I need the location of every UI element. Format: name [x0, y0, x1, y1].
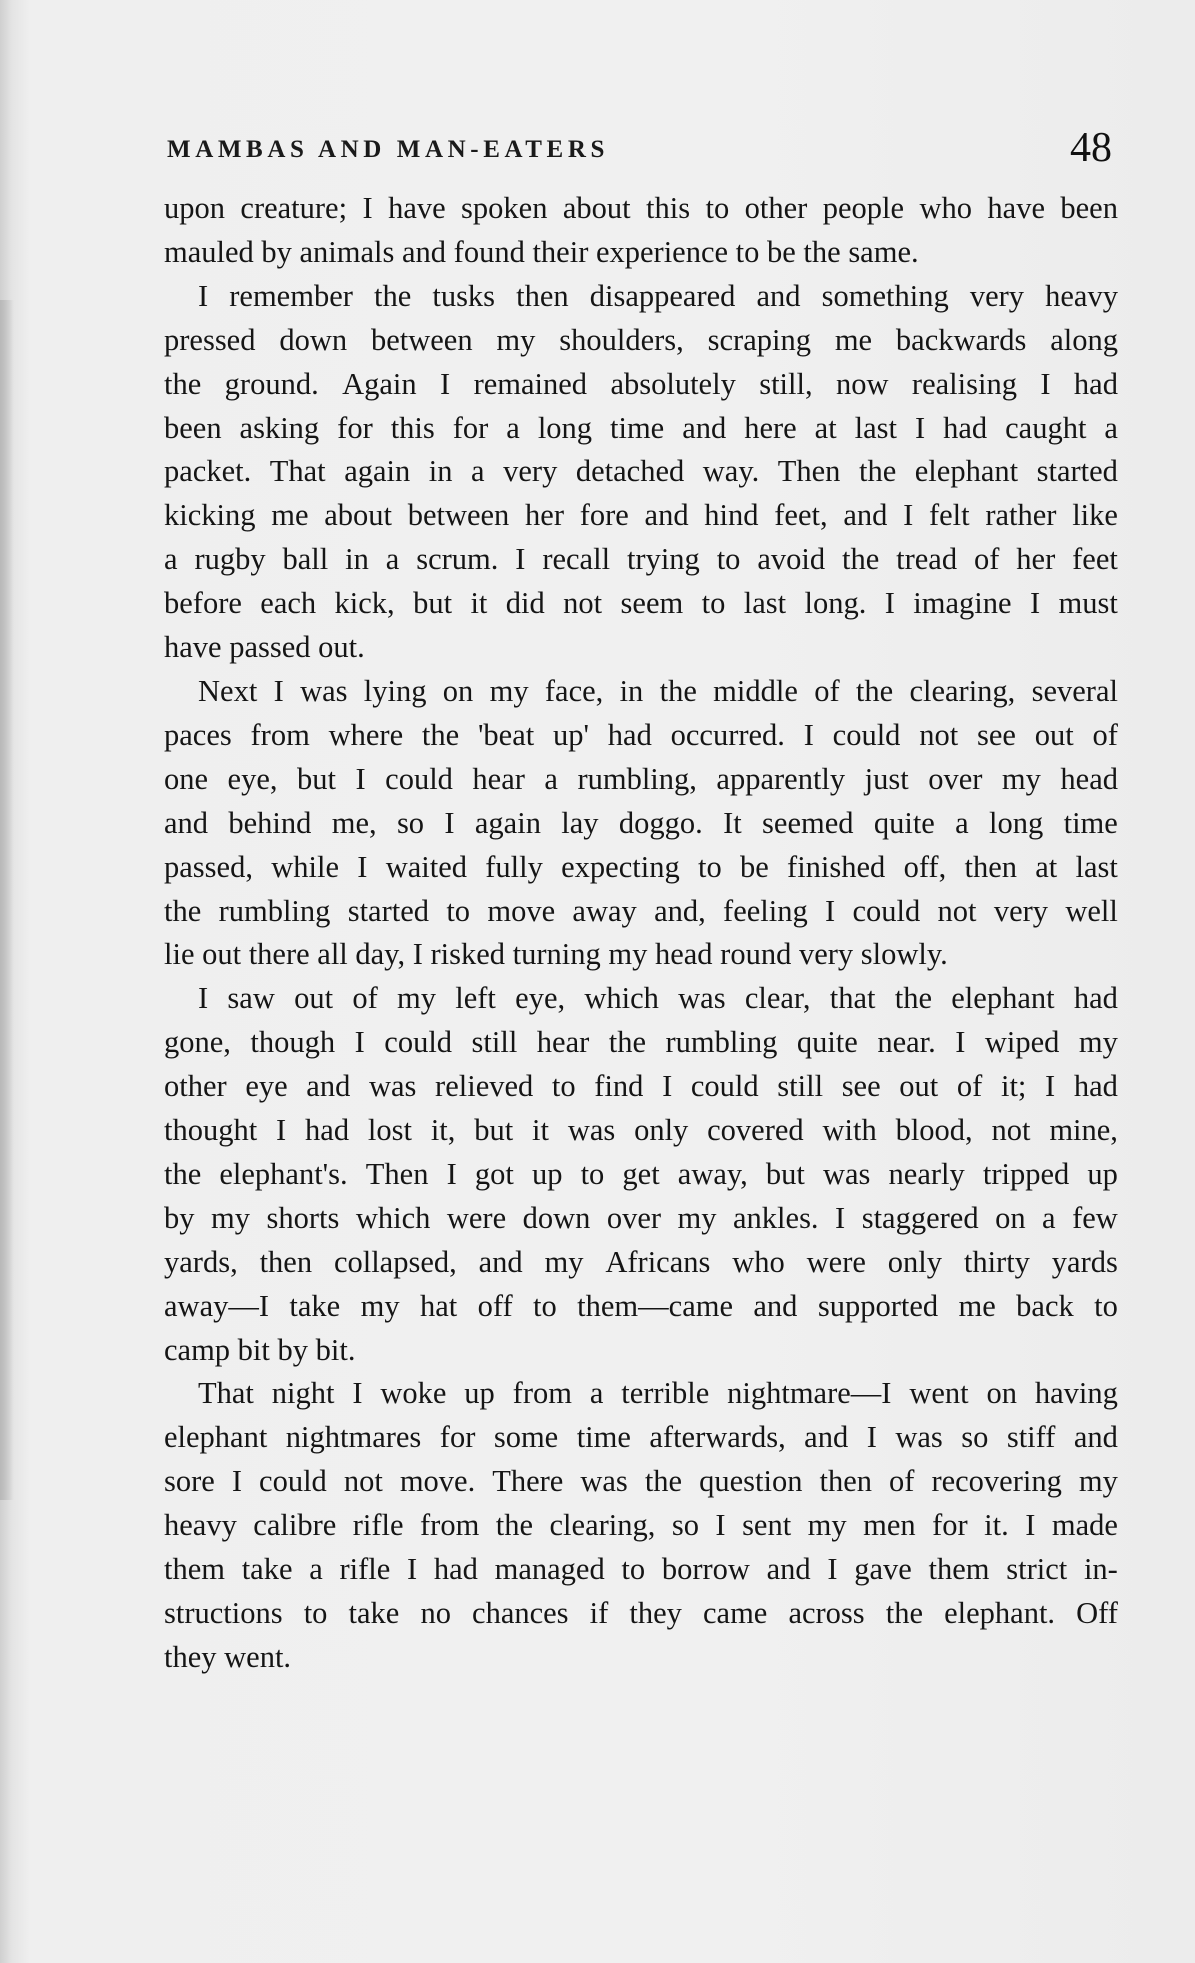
text-line: yards, then collapsed, and my Africans who were only thirty yards	[164, 1244, 1118, 1279]
text-line: them take a rifle I had managed to borrow and I gave them strict in-	[164, 1552, 1118, 1587]
text-line: gone, though I could still hear the rumbling quite near. I wiped my	[164, 1025, 1118, 1060]
text-line: lie out there all day, I risked turning my head round very slowly.	[164, 937, 948, 972]
text-line: I remember the tusks then disappeared and something very heavy	[198, 278, 1118, 313]
text-line: heavy calibre rifle from the clearing, so I sent my men for it. I made	[164, 1508, 1118, 1543]
body-text	[164, 187, 1118, 1680]
text-line: been asking for this for a long time and here at last I had caught a	[164, 410, 1118, 445]
paragraph	[164, 977, 1118, 1372]
text-line: Next I was lying on my face, in the middle of the clearing, several	[198, 673, 1118, 708]
text-line: one eye, but I could hear a rumbling, apparently just over my head	[164, 761, 1118, 796]
text-line: I saw out of my left eye, which was clear, that the elephant had	[198, 981, 1118, 1016]
text-line: have passed out.	[164, 630, 365, 665]
text-line: and behind me, so I again lay doggo. It seemed quite a long time	[164, 805, 1118, 840]
text-line: the rumbling started to move away and, feeling I could not very well	[164, 893, 1118, 928]
text-line: they went.	[164, 1639, 292, 1674]
text-line: That night I woke up from a terrible nightmare—I went on having	[198, 1376, 1118, 1411]
paragraph	[164, 1372, 1118, 1679]
text-line: before each kick, but it did not seem to last long. I imagine I must	[164, 586, 1118, 621]
text-line: a rugby ball in a scrum. I recall trying to avoid the tread of her feet	[164, 542, 1118, 577]
text-line: the elephant's. Then I got up to get away, but was nearly tripped up	[164, 1156, 1118, 1191]
text-line: other eye and was relieved to find I could still see out of it; I had	[164, 1069, 1118, 1104]
text-line: the ground. Again I remained absolutely still, now realising I had	[164, 366, 1118, 401]
paragraph	[164, 187, 1118, 275]
text-line: mauled by animals and found their experience to be the same.	[164, 234, 919, 269]
text-line: away—I take my hat off to them—came and supported me back to	[164, 1288, 1118, 1323]
text-line: by my shorts which were down over my ankles. I staggered on a few	[164, 1200, 1118, 1235]
text-line: elephant nightmares for some time afterwards, and I was so stiff and	[164, 1420, 1118, 1455]
paragraph	[164, 275, 1118, 670]
text-line: upon creature; I have spoken about this to other people who have been	[164, 191, 1118, 225]
text-line: camp bit by bit.	[164, 1332, 356, 1367]
binding-shadow	[0, 300, 14, 1500]
text-line: pressed down between my shoulders, scraping me backwards along	[164, 322, 1118, 357]
running-head	[167, 125, 1112, 182]
text-line: structions to take no chances if they came across the elephant. Off	[164, 1596, 1118, 1630]
running-head-title: MAMBAS AND MAN-EATERS	[167, 136, 609, 163]
page-number: 48	[1070, 125, 1112, 171]
text-line: passed, while I waited fully expecting to be finished off, then at last	[164, 849, 1118, 884]
text-line: sore I could not move. There was the question then of recovering my	[164, 1464, 1118, 1499]
text-line: packet. That again in a very detached way. Then the elephant started	[164, 454, 1118, 489]
text-line: thought I had lost it, but it was only covered with blood, not mine,	[164, 1113, 1118, 1148]
text-line: kicking me about between her fore and hind feet, and I felt rather like	[164, 498, 1118, 533]
text-line: paces from where the 'beat up' had occurred. I could not see out of	[164, 717, 1118, 752]
paragraph	[164, 670, 1118, 977]
